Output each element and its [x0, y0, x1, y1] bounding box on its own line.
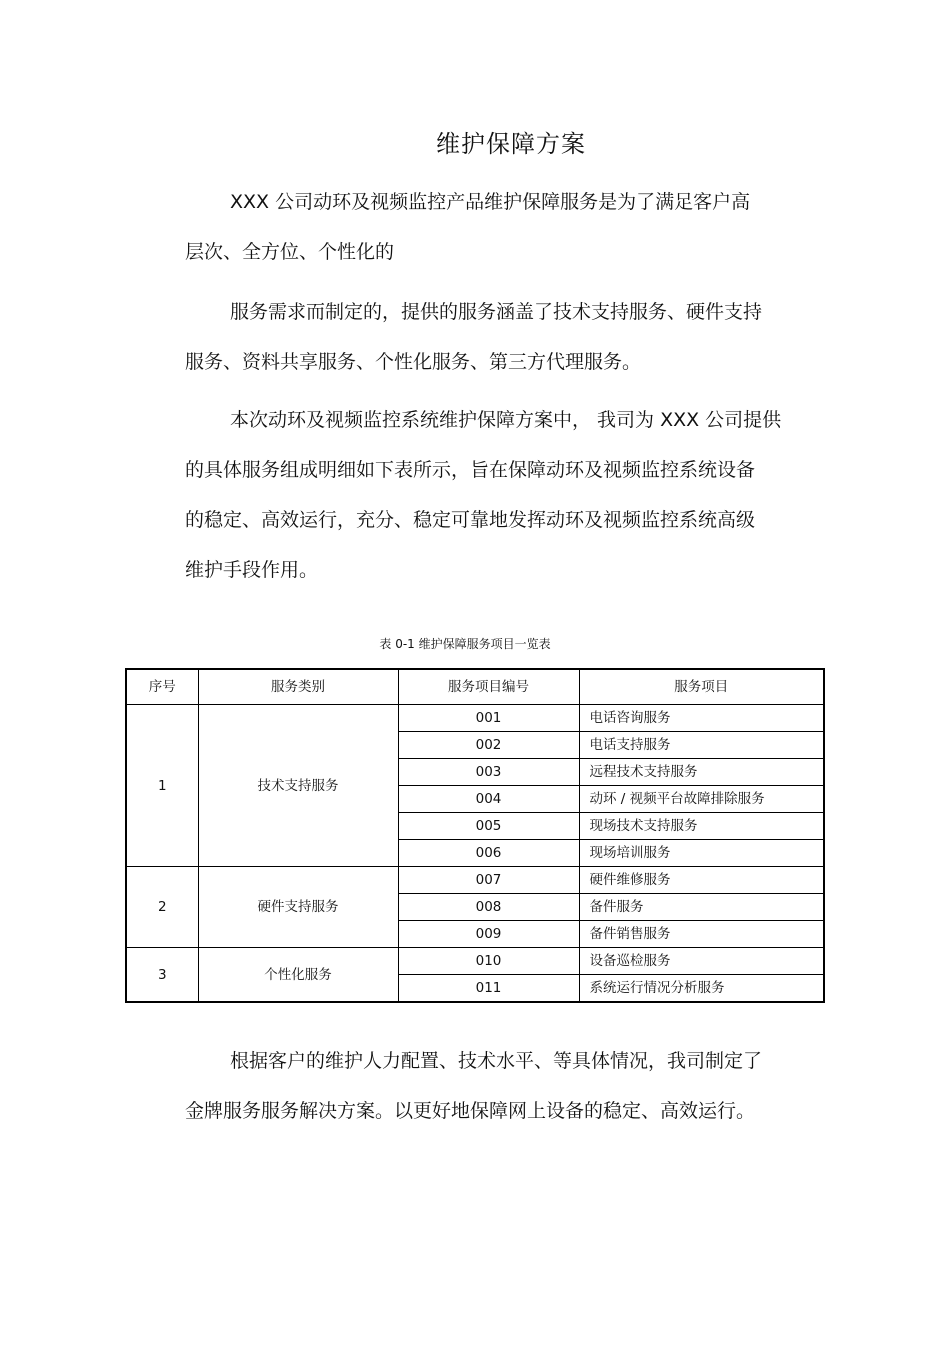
paragraph-3-line-2: 的具体服务组成明细如下表所示，旨在保障动环及视频监控系统设备 [185, 459, 756, 481]
item-code: 005 [398, 813, 579, 840]
item-name: 现场培训服务 [579, 840, 824, 867]
item-code: 006 [398, 840, 579, 867]
item-name: 备件销售服务 [579, 921, 824, 948]
item-name: 设备巡检服务 [579, 948, 824, 975]
header-item: 服务项目 [579, 669, 824, 705]
table-row [126, 705, 824, 732]
closing-paragraph-line-1: 根据客户的维护人力配置、技术水平、等具体情况，我司制定了 [230, 1050, 763, 1072]
paragraph-3-line-4: 维护手段作用。 [185, 559, 319, 581]
item-code: 004 [398, 786, 579, 813]
item-code: 011 [398, 975, 579, 1003]
paragraph-1-line-1: XXX 公司动环及视频监控产品维护保障服务是为了满足客户高 [230, 191, 751, 213]
item-name: 远程技术支持服务 [579, 759, 824, 786]
paragraph-2-line-1: 服务需求而制定的，提供的服务涵盖了技术支持服务、硬件支持 [230, 301, 763, 323]
item-name: 电话支持服务 [579, 732, 824, 759]
paragraph-1-line-2: 层次、全方位、个性化的 [185, 241, 395, 263]
header-code: 服务项目编号 [398, 669, 579, 705]
item-code: 003 [398, 759, 579, 786]
document-title: 维护保障方案 [436, 130, 586, 158]
table-caption: 表 0-1 维护保障服务项目一览表 [379, 637, 551, 651]
item-name: 现场技术支持服务 [579, 813, 824, 840]
group-category: 技术支持服务 [198, 705, 398, 867]
item-name: 硬件维修服务 [579, 867, 824, 894]
item-name: 动环 / 视频平台故障排除服务 [579, 786, 824, 813]
group-category: 硬件支持服务 [198, 867, 398, 948]
item-code: 010 [398, 948, 579, 975]
item-name: 电话咨询服务 [579, 705, 824, 732]
header-category: 服务类别 [198, 669, 398, 705]
item-name: 系统运行情况分析服务 [579, 975, 824, 1003]
group-seq: 3 [126, 948, 198, 1003]
group-seq: 1 [126, 705, 198, 867]
table-row [126, 948, 824, 975]
header-seq: 序号 [126, 669, 198, 705]
group-category: 个性化服务 [198, 948, 398, 1003]
paragraph-2-line-2: 服务、资料共享服务、个性化服务、第三方代理服务。 [185, 351, 642, 373]
paragraph-3-line-3: 的稳定、高效运行，充分、稳定可靠地发挥动环及视频监控系统高级 [185, 509, 756, 531]
table-header-row [126, 669, 824, 705]
item-code: 007 [398, 867, 579, 894]
item-code: 001 [398, 705, 579, 732]
group-seq: 2 [126, 867, 198, 948]
item-code: 009 [398, 921, 579, 948]
table-row [126, 867, 824, 894]
item-code: 008 [398, 894, 579, 921]
closing-paragraph-line-2: 金牌服务服务解决方案。以更好地保障网上设备的稳定、高效运行。 [185, 1100, 756, 1122]
paragraph-3-line-1: 本次动环及视频监控系统维护保障方案中， 我司为 XXX 公司提供 [230, 409, 782, 431]
item-code: 002 [398, 732, 579, 759]
item-name: 备件服务 [579, 894, 824, 921]
service-table [125, 668, 825, 1003]
